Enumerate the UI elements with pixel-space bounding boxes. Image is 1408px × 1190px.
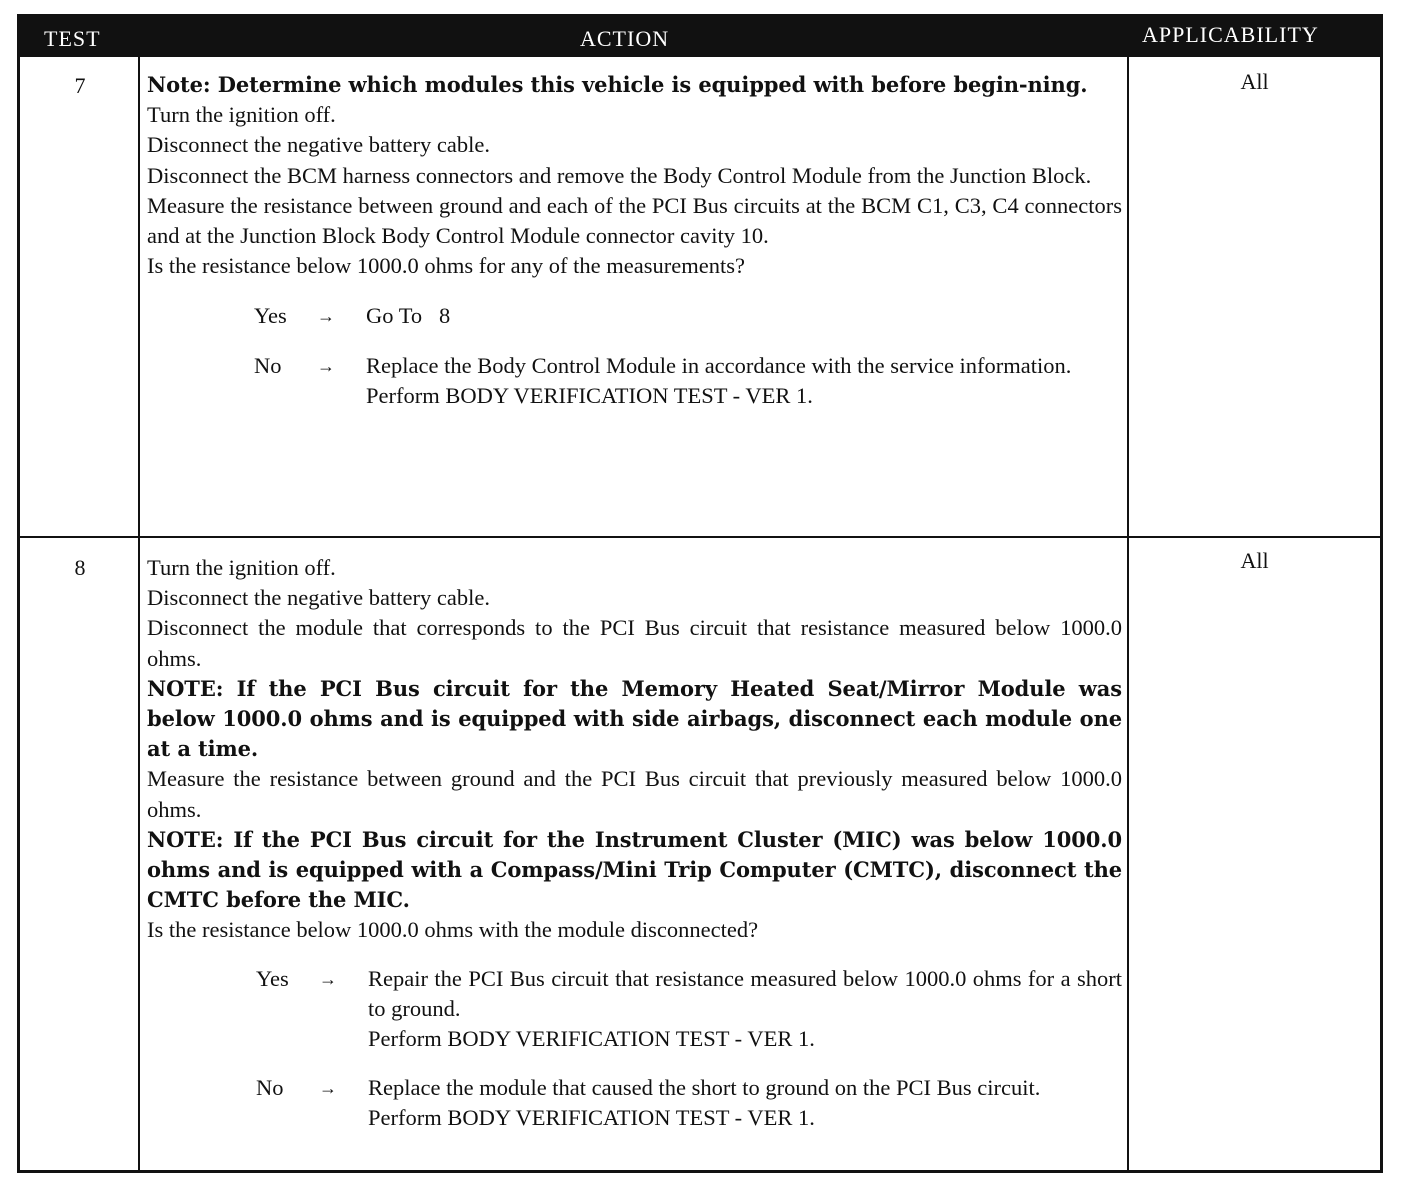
header-applicability: APPLICABILITY [1142,22,1319,47]
yes-option [256,964,1122,1055]
step-text: Turn the ignition off. [147,555,336,580]
yes-result: Perform BODY VERIFICATION TEST - VER 1. [368,1026,815,1052]
step-text: Measure the resistance between ground and the PCI Bus circuit that previously measured below 1000.0 ohms. [147,766,1122,822]
header-test: TEST [44,26,101,51]
no-option [256,1073,1122,1133]
test-number: 7 [74,73,86,98]
step-text: Disconnect the BCM harness connectors and remove the Body Control Module from the Junction Block. [147,162,1092,188]
note-text: NOTE: If the PCI Bus circuit for the Instrument Cluster (MIC) was below 1000.0 ohms and is equipped with a Compass/Mini Trip Computer (CMTC), disconnect the CMTC before the MIC. [147,826,1122,913]
note-text: Note: Determine which modules this vehicle is equipped with before begin-ning. [147,72,1088,97]
arrow-icon: → [319,1078,337,1099]
no-result: Replace the Body Control Module in accordance with the service information. [366,352,1072,378]
yes-result: Repair the PCI Bus circuit that resistance measured below 1000.0 ohms for a short to ground. [368,965,1122,1021]
column-divider [1127,57,1129,1170]
note-text: NOTE: If the PCI Bus circuit for the Memory Heated Seat/Mirror Module was below 1000.0 ohms and is equipped with side airbags, disconnect each module one at a time. [147,675,1122,762]
yes-label: Yes [254,303,287,329]
step-text: Disconnect the module that corresponds to the PCI Bus circuit that resistance measured below 1000.0 ohms. [147,615,1122,671]
question-text: Is the resistance below 1000.0 ohms with the module disconnected? [147,917,759,943]
step-text: Turn the ignition off. [147,102,336,128]
yes-result: Go To 8 [366,303,451,329]
step-text: Measure the resistance between ground and each of the PCI Bus circuits at the BCM C1, C3, C4 connectors and at the Junction Block Body Control Module connector cavity 10. [147,192,1122,249]
applicability-cell: All [1240,69,1269,94]
diagnostic-table [17,14,1383,1173]
step-text: Disconnect the negative battery cable. [147,585,490,611]
applicability-cell: All [1240,548,1269,573]
header-action: ACTION [580,26,670,51]
action-cell [147,553,1122,1134]
test-number: 8 [74,555,86,580]
no-label: No [256,1075,284,1101]
no-option [254,351,1122,411]
table-header [20,17,1380,57]
no-result: Perform BODY VERIFICATION TEST - VER 1. [368,1105,815,1131]
column-divider [138,57,140,1170]
no-result: Replace the module that caused the short to ground on the PCI Bus circuit. [368,1075,1041,1101]
action-cell [147,70,1122,411]
no-label: No [254,352,282,378]
no-result: Perform BODY VERIFICATION TEST - VER 1. [366,382,813,408]
step-text: Disconnect the negative battery cable. [147,132,490,158]
yes-option [254,301,1122,331]
yes-label: Yes [256,965,289,991]
question-text: Is the resistance below 1000.0 ohms for any of the measurements? [147,253,745,279]
arrow-icon: → [319,968,337,989]
arrow-icon: → [317,355,335,376]
arrow-icon: → [317,306,335,327]
row-divider [20,536,1380,538]
